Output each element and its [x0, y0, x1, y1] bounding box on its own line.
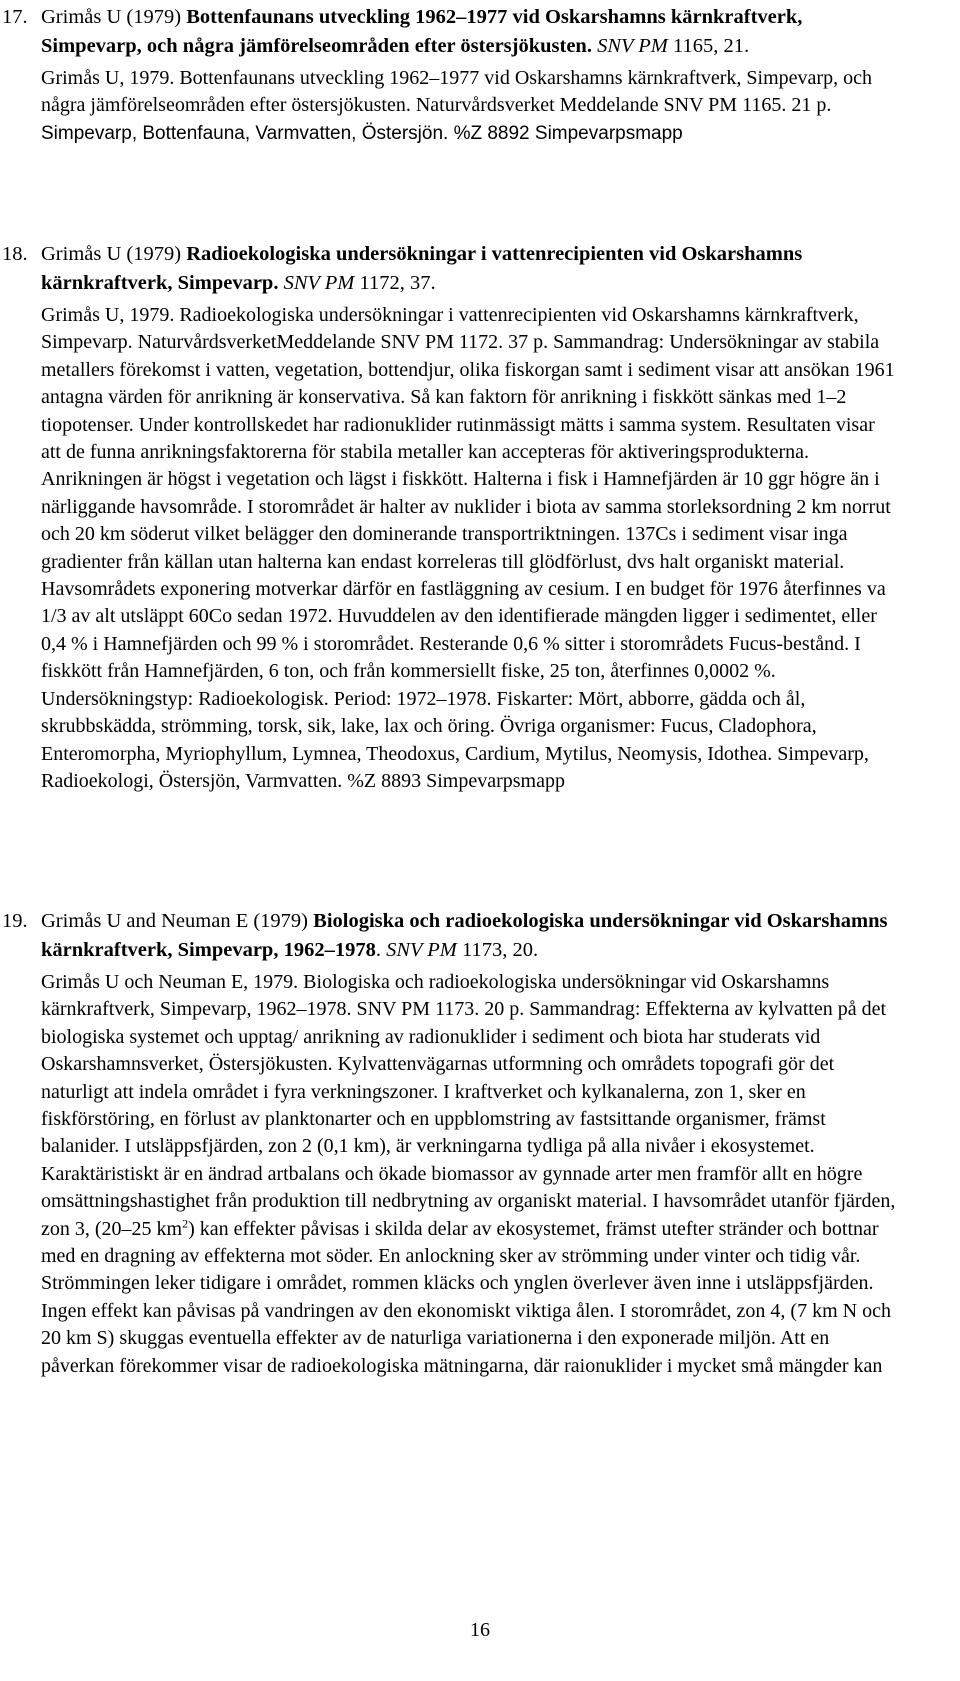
- entry-citation: [41, 65, 894, 147]
- entry-author: Grimås U (1979): [41, 6, 182, 28]
- entry-keywords: Simpevarp, Bottenfauna, Varmvatten, Östersjön. %Z 8892 Simpevarpsmapp: [41, 122, 683, 144]
- entry-citation-text: Grimås U, 1979. Bottenfaunans utveckling 1962–1977 vid Oskarshamns kärnkraftverk, Simpevarp, och några jämförelseområden efter östersjökusten. Naturvårdsverket Meddelande SNV PM 1165. 21 p.: [41, 67, 872, 117]
- entry-body: [41, 907, 898, 1380]
- entry-body: [41, 3, 894, 147]
- entry-series-ref: 1165, 21.: [673, 34, 750, 57]
- entry-title: Biologiska och radioekologiska undersökningar vid Oskarshamns kärnkraftverk, Simpevarp, 1962–1978: [41, 910, 888, 961]
- entry-number: 17.: [2, 6, 28, 28]
- entry-series: SNV PM: [283, 271, 355, 294]
- entry-citation-text-cont: ) kan effekter påvisas i skilda delar av ekosystemet, främst utefter stränder och bottnar med en dragning av effekterna mot söder. En anlockning sker av strömming under vinter och tidig vår. Strömmingen leker tidigare i området, rommen kläcks och ynglen överlever även inne i utsläppsfjärden. Ingen effekt kan påvisas på vandringen av den ekonomiskt viktiga ålen. I storområdet, zon 4, (7 km N och 20 km S) skuggas eventuella effekter av de naturliga variationerna i den exponerade miljön. Att en påverkan förekommer visar de radioekologiska mätningarna, där raionuklider i mycket små mängder kan: [41, 1217, 891, 1377]
- entry-citation: [41, 969, 898, 1380]
- entry-body: [41, 240, 898, 795]
- entry-author: Grimås U (1979): [41, 243, 182, 265]
- entry-title: Radioekologiska undersökningar i vattenrecipienten vid Oskarshamns kärnkraftverk, Simpevarp.: [41, 243, 803, 294]
- entry-number: 18.: [2, 243, 28, 265]
- entry-series: SNV PM: [597, 34, 668, 57]
- entry-series-ref: 1172, 37.: [359, 271, 436, 294]
- entry-series-ref: 1173, 20.: [462, 938, 539, 961]
- page-number: 16: [470, 1619, 490, 1641]
- entry-heading: Grimås U and Neuman E (1979) Biologiska och radioekologiska undersökningar vid Oskarshamns kärnkraftverk, Simpevarp, 1962–1978. SNV PM 1173, 20.: [41, 910, 888, 961]
- entry-citation-text: Grimås U och Neuman E, 1979. Biologiska och radioekologiska undersökningar vid Oskarshamns kärnkraftverk, Simpevarp, 1962–1978. SNV PM 1173. 20 p. Sammandrag: Effekterna av kylvatten på det biologiska systemet och upptag/ anrikning av radionuklider i sediment och biota har studerats vid Oskarshamnsverket, Östersjökusten. Kylvattenvägarnas utformning och områdets topografi gör det naturligt att indela området i fyra verkningszoner. I kraftverket och kylkanalerna, zon 1, sker en fiskförstöring, en förlust av planktonarter och en uppblomstring av fastsittande organismer, främst balanider. I utsläppsfjärden, zon 2 (0,1 km), är verkningarna tydliga på alla nivåer i ekosystemet. Karaktäristiskt är en ändrad artbalans och ökade biomassor av gynnade arter men framför allt en högre omsättningshastighet från produktion till nedbrytning av organiskt material. I havsområdet utanför fjärden, zon 3, (20–25 km: [41, 971, 896, 1240]
- entry-series: SNV PM: [386, 938, 457, 961]
- entry-heading: [41, 240, 898, 297]
- entry-number: 19.: [2, 910, 28, 932]
- entry-heading: [41, 3, 894, 60]
- entry-author: Grimås U and Neuman E (1979): [41, 910, 309, 932]
- entry-title: Bottenfaunans utveckling 1962–1977 vid Oskarshamns kärnkraftverk, Simpevarp, och några jämförelseområden efter östersjökusten.: [41, 6, 803, 57]
- superscript-two: 2: [182, 1216, 189, 1230]
- entry-citation: Grimås U, 1979. Radioekologiska undersökningar i vattenrecipienten vid Oskarshamns kärnkraftverk, Simpevarp. NaturvårdsverketMeddelande SNV PM 1172. 37 p. Sammandrag: Undersökningar av stabila metallers förekomst i vatten, vegetation, bottendjur, olika fiskorgan samt i sediment visar att ansökan 1961 antagna värden för anrikning är konservativa. Så kan faktorn för anrikning i fiskkött sänkas med 1–2 tiopotenser. Under kontrollskedet har radionuklider rutinmässigt mätts i samma system. Resultaten visar att de funna anrikningsfaktorerna för stabila metaller kan accepteras för aktiveringsprodukterna. Anrikningen är högst i vegetation och lägst i fiskkött. Halterna i fisk i Hamnefjärden är 10 ggr högre än i närliggande havsområde. I storområdet är halter av nuklider i biota av samma storleksordning 2 km norrut och 20 km söderut vilket belägger den dominerande transportriktningen. 137Cs i sediment visar inga gradienter från källan utan halterna kan endast korreleras till glödförlust, dvs halt organiskt material. Havsområdets exponering motverkar därför en fastläggning av cesium. I en budget för 1976 återfinnes va 1/3 av alt utsläppt 60Co sedan 1972. Huvuddelen av den identifierade mängden ligger i sedimentet, eller 0,4 % i Hamnefjärden och 99 % i storområdet. Resterande 0,6 % sitter i storområdets Fucus-bestånd. I fiskkött från Hamnefjärden, 6 ton, och från kommersiellt fiske, 25 ton, återfinnes 0,0002 %. Undersökningstyp: Radioekologisk. Period: 1972–1978. Fiskarter: Mört, abborre, gädda och ål, skrubbskädda, strömming, torsk, sik, lake, lax och öring. Övriga organismer: Fucus, Cladophora, Enteromorpha, Myriophyllum, Lymnea, Theodoxus, Cardium, Mytilus, Neomysis, Idothea. Simpevarp, Radioekologi, Östersjön, Varmvatten. %Z 8893 Simpevarpsmapp: [41, 304, 895, 792]
